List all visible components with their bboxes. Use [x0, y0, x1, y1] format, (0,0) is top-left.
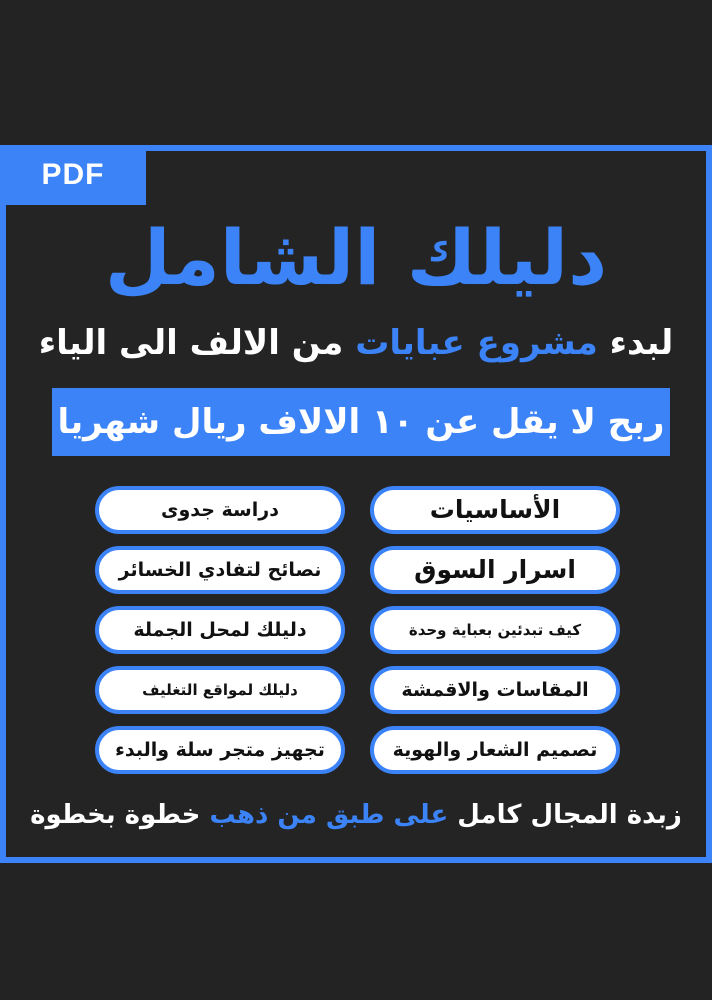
footer-part-2: خطوة بخطوة	[30, 800, 210, 830]
topic-wholesale-guide: دليلك لمحل الجملة	[95, 606, 345, 654]
topic-packaging-sites: دليلك لمواقع التغليف	[95, 666, 345, 714]
topic-start-with-one-abaya: كيف تبدئين بعباية وحدة	[370, 606, 620, 654]
topic-sizes-and-fabrics: المقاسات والاقمشة	[370, 666, 620, 714]
page-title: دليلك الشامل	[104, 213, 608, 302]
footer-tagline	[20, 795, 692, 835]
footer-part-1: زبدة المجال كامل	[448, 800, 682, 830]
pdf-badge: PDF	[0, 145, 146, 205]
topic-salla-store-setup: تجهيز متجر سلة والبدء	[95, 726, 345, 774]
profit-banner: ربح لا يقل عن ١٠ الالاف ريال شهريا	[52, 388, 670, 456]
subtitle-part-1: لبدء	[597, 323, 674, 363]
footer-accent: على طبق من ذهب	[209, 800, 449, 830]
topic-basics: الأساسيات	[370, 486, 620, 534]
topic-market-secrets: اسرار السوق	[370, 546, 620, 594]
topic-logo-and-identity: تصميم الشعار والهوية	[370, 726, 620, 774]
subtitle-accent: مشروع عبايات	[355, 323, 598, 363]
subtitle	[30, 318, 682, 368]
topic-avoid-losses: نصائح لتفادي الخسائر	[95, 546, 345, 594]
topic-feasibility-study: دراسة جدوى	[95, 486, 345, 534]
subtitle-part-2: من الالف الى الياء	[38, 323, 356, 363]
